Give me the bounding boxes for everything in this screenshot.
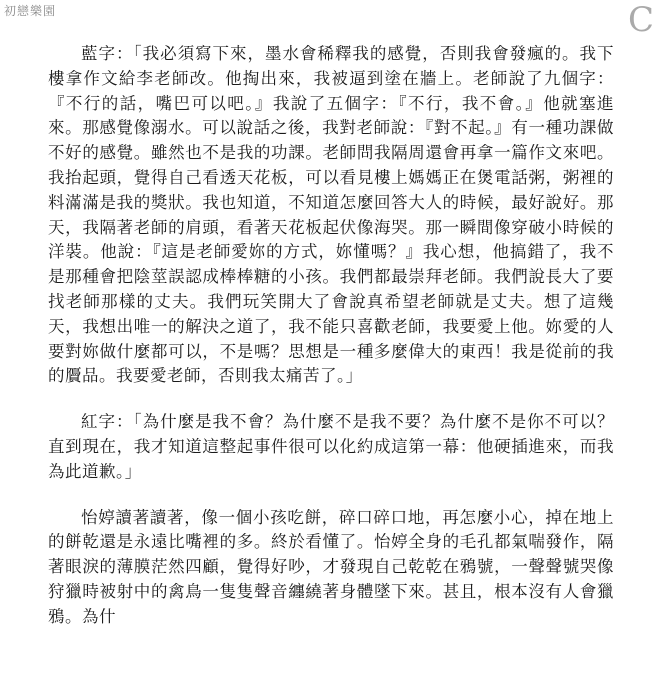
paragraph-narration: 怡婷讀著讀著，像一個小孩吃餅，碎口碎口地，再怎麼小心，掉在地上的餅乾還是永遠比嘴裡的多。終於看懂了。怡婷全身的毛孔都氣喘發作，隔著眼淚的薄膜茫然四顧，覺得好吵，才發現自己乾乾在鴉號，一聲聲號哭像狩獵時被射中的禽鳥一隻隻聲音纏繞著身體墜下來。甚且，根本沒有人會獵鴉。為什 [48,507,614,626]
paragraph-blue-text: 藍字：「我必須寫下來，墨水會稀釋我的感覺，否則我會發瘋的。我下樓拿作文給李老師改。他掏出來，我被逼到塗在牆上。老師說了九個字：『不行的話，嘴巴可以吧。』我說了五個字：『不行，我不會。』他就塞進來。那感覺像溺水。可以說話之後，我對老師說：『對不起。』有一種功課做不好的感覺。雖然也不是我的功課。老師問我隔周還會再拿一篇作文來吧。我抬起頭，覺得自己看透天花板，可以看見樓上媽媽正在煲電話粥，粥裡的料滿滿是我的獎狀。我也知道，不知道怎麼回答大人的時候，最好說好。那天，我隔著老師的肩頭，看著天花板起伏像海哭。那一瞬間像穿破小時候的洋裝。他說：『這是老師愛妳的方式，妳懂嗎？』我心想，他搞錯了，我不是那種會把陰莖誤認成棒棒糖的小孩。我們都最崇拜老師。我們說長大了要找老師那樣的丈夫。我們玩笑開大了會說真希望老師就是丈夫。想了這幾天，我想出唯一的解決之道了，我不能只喜歡老師，我要愛上他。妳愛的人要對妳做什麼都可以，不是嗎？思想是一種多麼偉大的東西！我是從前的我的贗品。我要愛老師，否則我太痛苦了。」 [48,44,614,386]
document-body [48,42,614,651]
paragraph-red-text: 紅字：「為什麼是我不會？為什麼不是我不要？為什麼不是你不可以？直到現在，我才知道這整起事件很可以化約成這第一幕：他硬插進來，而我為此道歉。」 [48,412,614,481]
page-header-title: 初戀樂園 [4,4,57,18]
corner-mark-icon: C [628,0,654,40]
